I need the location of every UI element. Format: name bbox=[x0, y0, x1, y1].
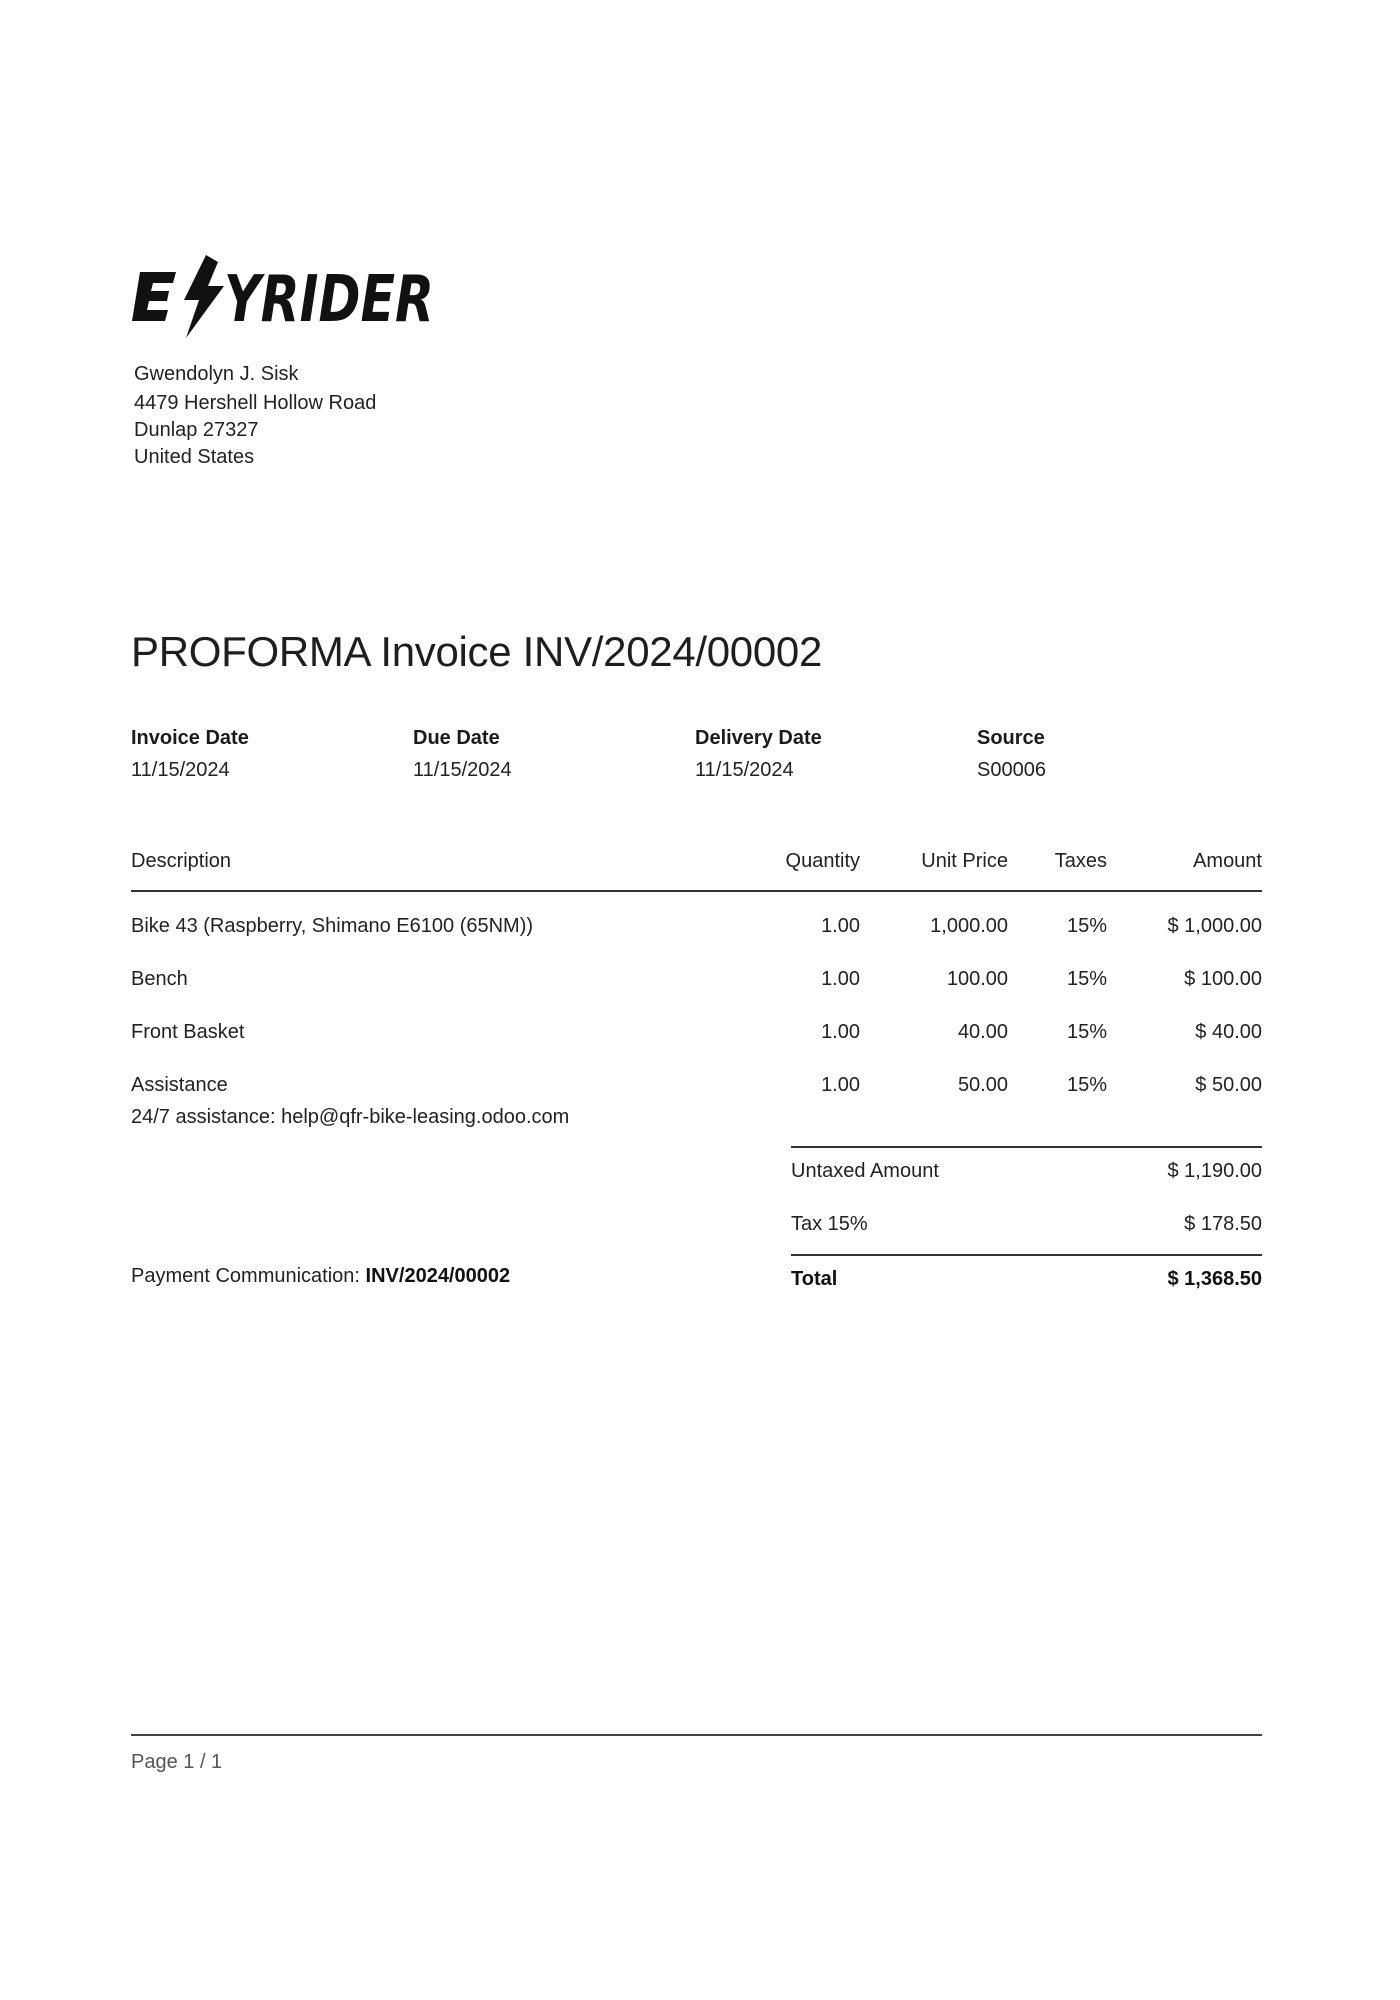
tax-value: $ 178.50 bbox=[1184, 1213, 1262, 1235]
due-date-label: Due Date bbox=[413, 727, 500, 749]
line-taxes: 15% bbox=[1066, 915, 1107, 937]
tax-label: Tax 15% bbox=[791, 1213, 868, 1235]
logo-graphic bbox=[132, 252, 437, 338]
line-description: Assistance bbox=[131, 1074, 228, 1096]
logo-letter-e bbox=[132, 272, 176, 321]
delivery-date-value: 11/15/2024 bbox=[695, 759, 794, 781]
line-amount: $ 100.00 bbox=[1184, 968, 1262, 990]
line-unit-price: 50.00 bbox=[957, 1074, 1008, 1096]
line-quantity: 1.00 bbox=[821, 968, 860, 990]
line-taxes: 15% bbox=[1066, 1074, 1107, 1096]
invoice-title: PROFORMA Invoice INV/2024/00002 bbox=[131, 628, 823, 675]
totals-top-divider bbox=[791, 1146, 1262, 1148]
line-note: 24/7 assistance: help@qfr-bike-leasing.odoo.com bbox=[131, 1106, 570, 1128]
logo-wordmark: YRIDER bbox=[224, 263, 434, 337]
customer-name: Gwendolyn J. Sisk bbox=[134, 363, 299, 385]
total-label: Total bbox=[791, 1268, 838, 1290]
line-description: Front Basket bbox=[131, 1021, 245, 1043]
customer-country: United States bbox=[134, 446, 255, 468]
header-description: Description bbox=[131, 850, 232, 872]
customer-city-zip: Dunlap 27327 bbox=[134, 419, 259, 441]
line-amount: $ 40.00 bbox=[1195, 1021, 1262, 1043]
total-value: $ 1,368.50 bbox=[1167, 1268, 1262, 1290]
line-quantity: 1.00 bbox=[821, 1074, 860, 1096]
invoice-date-value: 11/15/2024 bbox=[131, 759, 230, 781]
due-date-value: 11/15/2024 bbox=[413, 759, 512, 781]
header-unit-price: Unit Price bbox=[921, 850, 1008, 872]
total-divider bbox=[791, 1254, 1262, 1256]
payment-communication bbox=[131, 1265, 510, 1288]
line-unit-price: 100.00 bbox=[946, 968, 1008, 990]
source-label: Source bbox=[977, 727, 1045, 749]
customer-street: 4479 Hershell Hollow Road bbox=[134, 392, 377, 414]
payment-reference: INV/2024/00002 bbox=[365, 1265, 511, 1287]
header-quantity: Quantity bbox=[785, 850, 860, 872]
line-quantity: 1.00 bbox=[821, 1021, 860, 1043]
untaxed-amount-value: $ 1,190.00 bbox=[1167, 1160, 1262, 1182]
line-unit-price: 40.00 bbox=[957, 1021, 1008, 1043]
invoice-date-label: Invoice Date bbox=[131, 727, 249, 749]
untaxed-amount-label: Untaxed Amount bbox=[791, 1160, 939, 1182]
header-amount: Amount bbox=[1193, 850, 1262, 872]
delivery-date-label: Delivery Date bbox=[695, 727, 822, 749]
lightning-bolt-icon bbox=[184, 255, 224, 338]
line-quantity: 1.00 bbox=[821, 915, 860, 937]
line-amount: $ 50.00 bbox=[1195, 1074, 1262, 1096]
page-number: Page 1 / 1 bbox=[131, 1751, 223, 1773]
header-divider bbox=[131, 890, 1262, 892]
line-taxes: 15% bbox=[1066, 1021, 1107, 1043]
payment-communication-label: Payment Communication: bbox=[131, 1265, 360, 1287]
footer-divider bbox=[131, 1734, 1262, 1736]
source-value: S00006 bbox=[977, 759, 1046, 781]
line-description: Bench bbox=[131, 968, 188, 990]
line-amount: $ 1,000.00 bbox=[1167, 915, 1262, 937]
line-description: Bike 43 (Raspberry, Shimano E6100 (65NM)) bbox=[131, 915, 534, 937]
line-taxes: 15% bbox=[1066, 968, 1107, 990]
company-logo bbox=[132, 252, 437, 338]
header-taxes: Taxes bbox=[1054, 850, 1107, 872]
line-unit-price: 1,000.00 bbox=[930, 915, 1008, 937]
